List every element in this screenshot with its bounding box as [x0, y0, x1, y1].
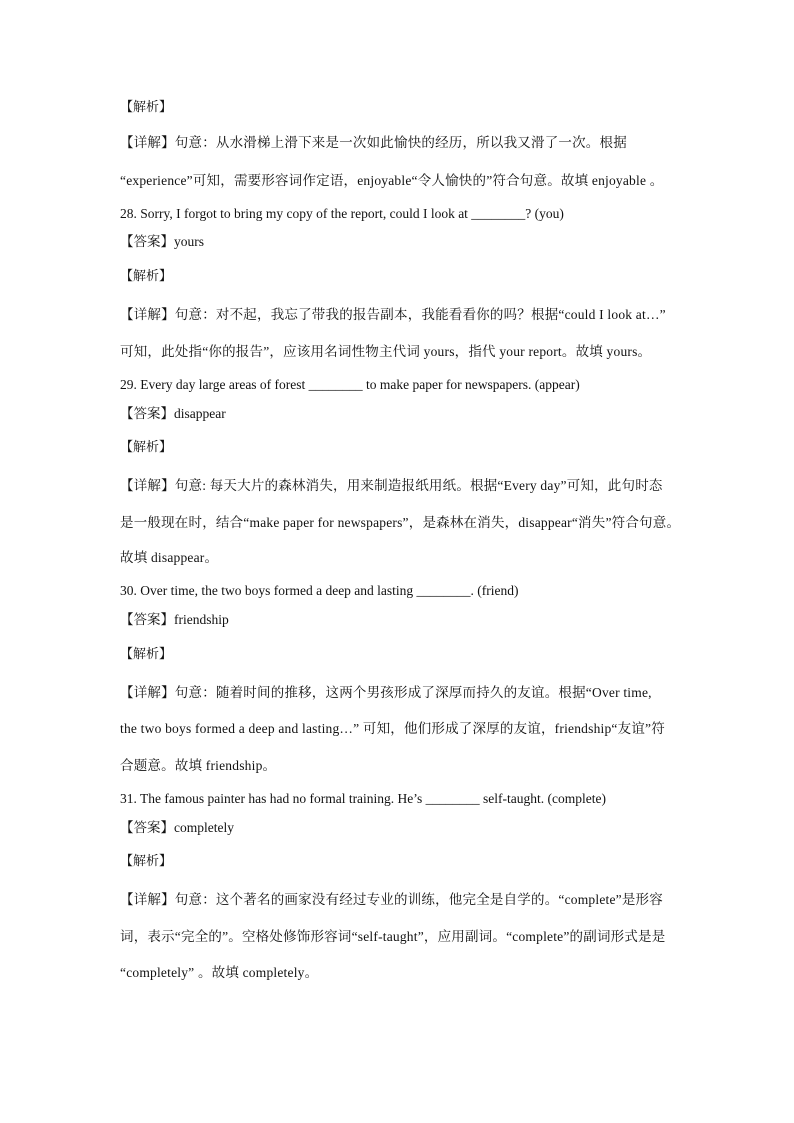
detail-line: 【详解】句意：这个著名的画家没有经过专业的训练，他完全是自学的。“complete”是形容 — [120, 892, 663, 907]
detail-line: “experience”可知，需要形容词作定语，enjoyable“令人愉快的”符合句意。故填 enjoyable 。 — [120, 173, 664, 188]
detail-line: 【详解】句意：从水滑梯上滑下来是一次如此愉快的经历，所以我又滑了一次。根据 — [120, 135, 627, 150]
detail-line: 词，表示“完全的”。空格处修饰形容词“self-taught”，应用副词。“complete”的副词形式是是 — [120, 929, 666, 944]
detail-line: 合题意。故填 friendship。 — [120, 758, 277, 773]
detail-line: the two boys formed a deep and lasting…” 可知，他们形成了深厚的友谊，friendship“友谊”符 — [120, 721, 665, 736]
question-29: 29. Every day large areas of forest ________ to make paper for newspapers. (appear) — [120, 377, 580, 392]
detail-line: 可知，此处指“你的报告”，应该用名词性物主代词 yours，指代 your report。故填 yours。 — [120, 344, 652, 359]
detail-line: 是一般现在时，结合“make paper for newspapers”，是森林在消失，disappear“消失”符合句意。 — [120, 515, 681, 530]
detail-line: 故填 disappear。 — [120, 550, 219, 565]
analysis-label: 【解析】 — [120, 269, 173, 284]
analysis-label: 【解析】 — [120, 854, 173, 869]
analysis-label: 【解析】 — [120, 647, 173, 662]
question-31: 31. The famous painter has had no formal training. He’s ________ self-taught. (complete) — [120, 791, 606, 806]
answer-29: 【答案】disappear — [120, 406, 226, 421]
question-28: 28. Sorry, I forgot to bring my copy of the report, could I look at ________? (you) — [120, 206, 564, 221]
analysis-label: 【解析】 — [120, 100, 173, 115]
answer-28: 【答案】yours — [120, 234, 204, 249]
answer-30: 【答案】friendship — [120, 612, 229, 627]
detail-line: 【详解】句意：随着时间的推移，这两个男孩形成了深厚而持久的友谊。根据“Over time, — [120, 685, 652, 700]
detail-line: “completely” 。故填 completely。 — [120, 965, 319, 980]
detail-line: 【详解】句意：对不起，我忘了带我的报告副本，我能看看你的吗？根据“could I look at…” — [120, 307, 666, 322]
answer-31: 【答案】completely — [120, 820, 234, 835]
analysis-label: 【解析】 — [120, 440, 173, 455]
detail-line: 【详解】句意: 每天大片的森林消失，用来制造报纸用纸。根据“Every day”可知，此句时态 — [120, 478, 663, 493]
question-30: 30. Over time, the two boys formed a deep and lasting ________. (friend) — [120, 583, 519, 598]
